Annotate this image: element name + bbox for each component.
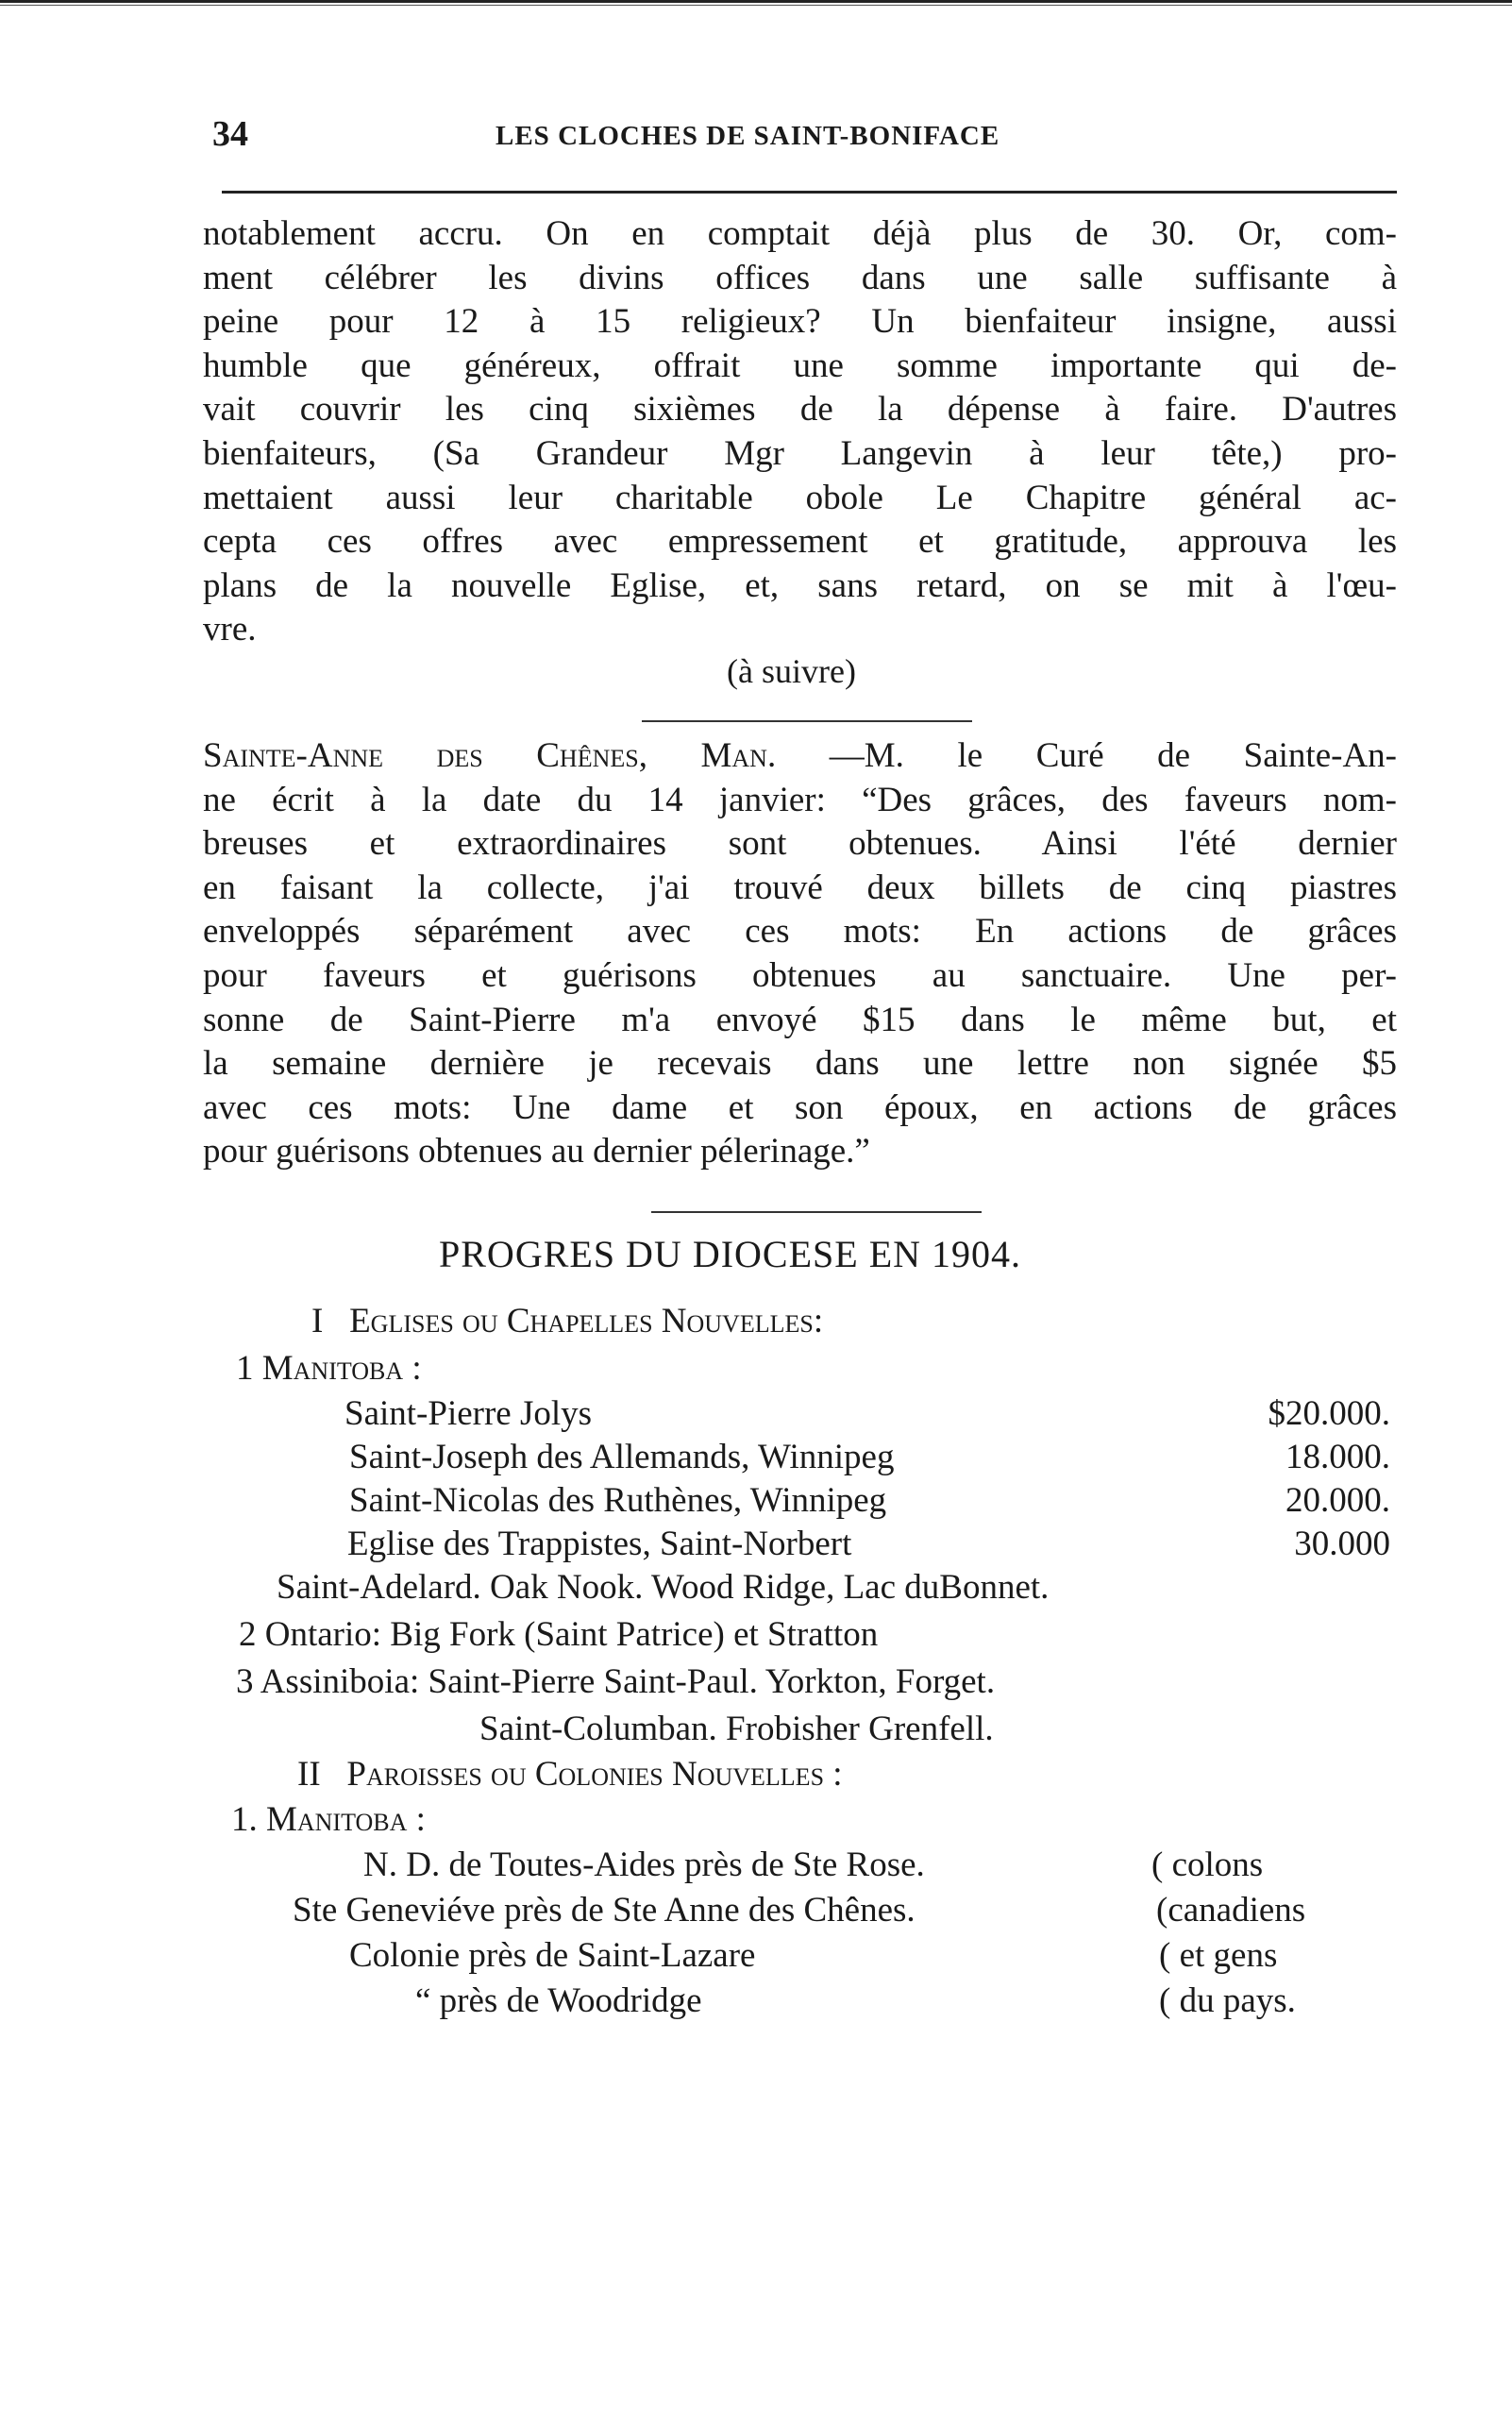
section-divider (642, 720, 972, 722)
text-line-first (203, 734, 1397, 779)
running-title: LES CLOCHES DE SAINT-BONIFACE (496, 121, 1000, 151)
assiniboia-line-continued: Saint-Columban. Frobisher Grenfell. (479, 1710, 994, 1748)
text-line: pour guérisons obtenues au dernier pélerinage.” (203, 1132, 870, 1171)
text-line: breuses et extraordinaires sont obtenues. Ainsi l'été dernier (203, 824, 1397, 864)
page-number: 34 (212, 114, 248, 154)
text-line: ment célébrer les divins offices dans une salle suffisante à (203, 258, 1397, 297)
church-name: Saint-Nicolas des Ruthènes, Winnipeg (349, 1481, 887, 1520)
text-line: bienfaiteurs, (Sa Grandeur Mgr Langevin à leur tête,) pro- (203, 433, 1397, 473)
colony-note: ( colons (1151, 1845, 1264, 1884)
colony-name: N. D. de Toutes-Aides près de Ste Rose. (363, 1845, 925, 1884)
manitoba-label: 1. Manitoba : (231, 1800, 426, 1839)
assiniboia-line: 3 Assiniboia: Saint-Pierre Saint-Paul. Yorkton, Forget. (236, 1662, 996, 1701)
colony-note: ( du pays. (1159, 1981, 1296, 2020)
paragraph-2 (203, 734, 1397, 1174)
text-line: plans de la nouvelle Eglise, et, sans retard, on se mit à l'œu- (203, 565, 1397, 605)
colony-name: “ près de Woodridge (415, 1981, 702, 2020)
colony-note: (canadiens (1156, 1891, 1306, 1930)
text-line: en faisant la collecte, j'ai trouvé deux billets de cinq piastres (203, 868, 1397, 907)
text-line: enveloppés séparément avec ces mots: En actions de grâces (203, 912, 1397, 952)
church-name: Saint-Joseph des Allemands, Winnipeg (349, 1438, 895, 1476)
page-header (212, 113, 1402, 170)
section-divider (651, 1211, 982, 1213)
top-rule (0, 0, 1512, 8)
church-amount: 20.000. (1285, 1481, 1390, 1520)
colony-name: Ste Geneviéve près de Ste Anne des Chênes. (293, 1891, 916, 1930)
church-name: Saint-Pierre Jolys (344, 1394, 593, 1433)
text-line: avec ces mots: Une dame et son époux, en actions de grâces (203, 1087, 1397, 1127)
header-rule (222, 191, 1397, 194)
first-line-rest: —M. le Curé de Sainte-An- (776, 736, 1397, 775)
text-line: peine pour 12 à 15 religieux? Un bienfaiteur insigne, aussi (203, 302, 1397, 342)
text-line: humble que généreux, offrait une somme importante qui de- (203, 345, 1397, 385)
text-line: vait couvrir les cinq sixièmes de la dépense à faire. D'autres (203, 390, 1397, 430)
text-line: pour faveurs et guérisons obtenues au sanctuaire. Une per- (203, 955, 1397, 995)
ontario-line: 2 Ontario: Big Fork (Saint Patrice) et Stratton (239, 1615, 879, 1654)
section-1-title: Eglises ou Chapelles Nouvelles: (349, 1302, 824, 1340)
other-manitoba-places: Saint-Adelard. Oak Nook. Wood Ridge, Lac duBonnet. (277, 1568, 1050, 1607)
place-heading: Sainte-Anne des Chênes, Man. (203, 736, 777, 775)
church-amount: $20.000. (1268, 1394, 1390, 1433)
continued-note: (à suivre) (727, 652, 856, 690)
church-amount: 30.000 (1294, 1525, 1390, 1563)
progress-title: PROGRES DU DIOCESE EN 1904. (439, 1233, 1022, 1275)
paragraph-1 (203, 212, 1397, 652)
section-1-numeral: I (311, 1302, 324, 1340)
text-line: vre. (203, 610, 257, 649)
text-line: sonne de Saint-Pierre m'a envoyé $15 dans le même but, et (203, 1000, 1397, 1039)
section-2-heading (297, 1754, 843, 1795)
text-line: la semaine dernière je recevais dans une lettre non signée $5 (203, 1044, 1397, 1084)
section-2-numeral: II (297, 1755, 321, 1794)
manitoba-label: 1 Manitoba : (236, 1349, 422, 1388)
text-line: notablement accru. On en comptait déjà plus de 30. Or, com- (203, 214, 1397, 253)
colony-name: Colonie près de Saint-Lazare (349, 1936, 756, 1975)
section-2-title: Paroisses ou Colonies Nouvelles : (346, 1755, 843, 1794)
church-amount: 18.000. (1285, 1438, 1390, 1476)
text-line: mettaient aussi leur charitable obole Le Chapitre général ac- (203, 478, 1397, 517)
church-name: Eglise des Trappistes, Saint-Norbert (347, 1525, 852, 1563)
text-line: ne écrit à la date du 14 janvier: “Des grâces, des faveurs nom- (203, 780, 1397, 819)
section-1-heading (311, 1301, 823, 1341)
colony-note: ( et gens (1159, 1936, 1278, 1975)
text-line: cepta ces offres avec empressement et gratitude, approuva les (203, 522, 1397, 562)
